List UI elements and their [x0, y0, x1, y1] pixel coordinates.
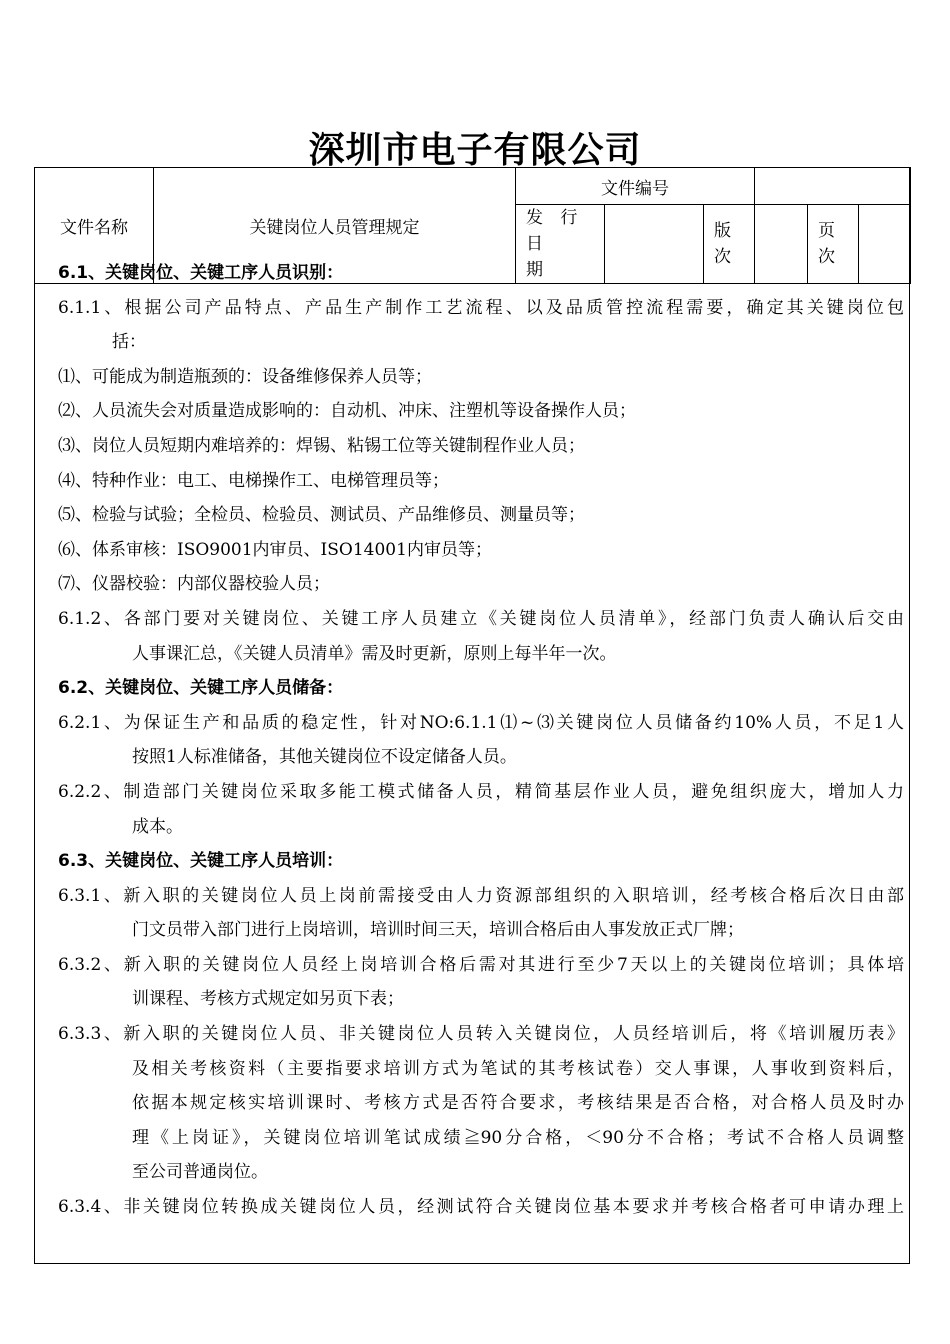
paragraph-line: 6.3.4、非关键岗位转换成关键岗位人员，经测试符合关键岗位基本要求并考核合格者可申请办理上 — [58, 1197, 904, 1218]
doc-name-label: 文件名称 — [35, 168, 154, 284]
paragraph-line: 及相关考核资料（主要指要求培训方式为笔试的其考核试卷）交人事课，人事收到资料后， — [132, 1058, 904, 1079]
paragraph-line: 人事课汇总，《关键人员清单》需及时更新，原则上每半年一次。 — [132, 643, 617, 664]
paragraph-line: 6.1.1、根据公司产品特点、产品生产制作工艺流程、以及品质管控流程需要，确定其关键岗位包 — [58, 297, 904, 318]
paragraph-line: 按照1人标准储备，其他关键岗位不设定储备人员。 — [132, 747, 517, 768]
paragraph-line: 6.3.1、新入职的关键岗位人员上岗前需接受由人力资源部组织的入职培训，经考核合格后次日由部 — [58, 885, 904, 906]
paragraph-line: 6.2.1、为保证生产和品质的稳定性，针对NO:6.1.1⑴~⑶关键岗位人员储备约10%人员，不足1人 — [58, 712, 904, 733]
paragraph-line: ⑺、仪器校验：内部仪器校验人员； — [58, 574, 330, 595]
paragraph-line: 训课程、考核方式规定如另页下表； — [132, 989, 404, 1010]
paragraph-line: 理《上岗证》，关键岗位培训笔试成绩≧90分合格，＜90分不合格；考试不合格人员调整 — [132, 1127, 904, 1148]
issue-date-label-line1: 发 行 日 — [526, 208, 584, 254]
paragraph-line: ⑶、岗位人员短期内难培养的：焊锡、粘锡工位等关键制程作业人员； — [58, 435, 585, 456]
section-heading: 6.1、关键岗位、关键工序人员识别： — [58, 263, 344, 283]
page-label-line2: 次 — [818, 247, 841, 267]
doc-name-value: 关键岗位人员管理规定 — [154, 168, 516, 284]
paragraph-line: 成本。 — [132, 816, 183, 837]
section-heading: 6.3、关键岗位、关键工序人员培训： — [58, 851, 344, 872]
section-heading: 6.2、关键岗位、关键工序人员储备： — [58, 678, 344, 699]
paragraph-line: 6.3.3、新入职的关键岗位人员、非关键岗位人员转入关键岗位，人员经培训后，将《培训履历表》 — [58, 1024, 904, 1045]
doc-no-label: 文件编号 — [516, 168, 755, 205]
paragraph-line: ⑴、可能成为制造瓶颈的：设备维修保养人员等； — [58, 366, 432, 387]
paragraph-line: 6.2.2、制造部门关键岗位采取多能工模式储备人员，精简基层作业人员，避免组织庞大，增加人力 — [58, 781, 904, 802]
paragraph-line: 依据本规定核实培训课时、考核方式是否符合要求，考核结果是否合格，对合格人员及时办 — [132, 1093, 904, 1114]
paragraph-line: 门文员带入部门进行上岗培训，培训时间三天，培训合格后由人事发放正式厂牌； — [132, 920, 744, 941]
paragraph-line: 括： — [112, 332, 146, 353]
issue-date-label-line2: 期 — [526, 260, 549, 280]
paragraph-line: ⑸、检验与试验；全检员、检验员、测试员、产品维修员、测量员等； — [58, 505, 585, 526]
page-label-line1: 页 — [818, 221, 841, 241]
version-label-line2: 次 — [714, 247, 737, 267]
version-label-line1: 版 — [714, 221, 737, 241]
paragraph-line: 6.1.2、各部门要对关键岗位、关键工序人员建立《关键岗位人员清单》，经部门负责人确认后交由 — [58, 608, 904, 629]
paragraph-line: ⑷、特种作业：电工、电梯操作工、电梯管理员等； — [58, 470, 449, 491]
paragraph-line: ⑹、体系审核：ISO9001内审员、ISO14001内审员等； — [58, 539, 492, 560]
paragraph-line: 6.3.2、新入职的关键岗位人员经上岗培训合格后需对其进行至少7天以上的关键岗位培训；具体培 — [58, 954, 904, 975]
company-title: 深圳市电子有限公司 — [308, 130, 642, 171]
doc-no-value — [755, 168, 911, 205]
paragraph-line: ⑵、人员流失会对质量造成影响的：自动机、冲床、注塑机等设备操作人员； — [58, 401, 636, 422]
paragraph-line: 至公司普通岗位。 — [132, 1162, 268, 1183]
document-body — [58, 256, 904, 1225]
